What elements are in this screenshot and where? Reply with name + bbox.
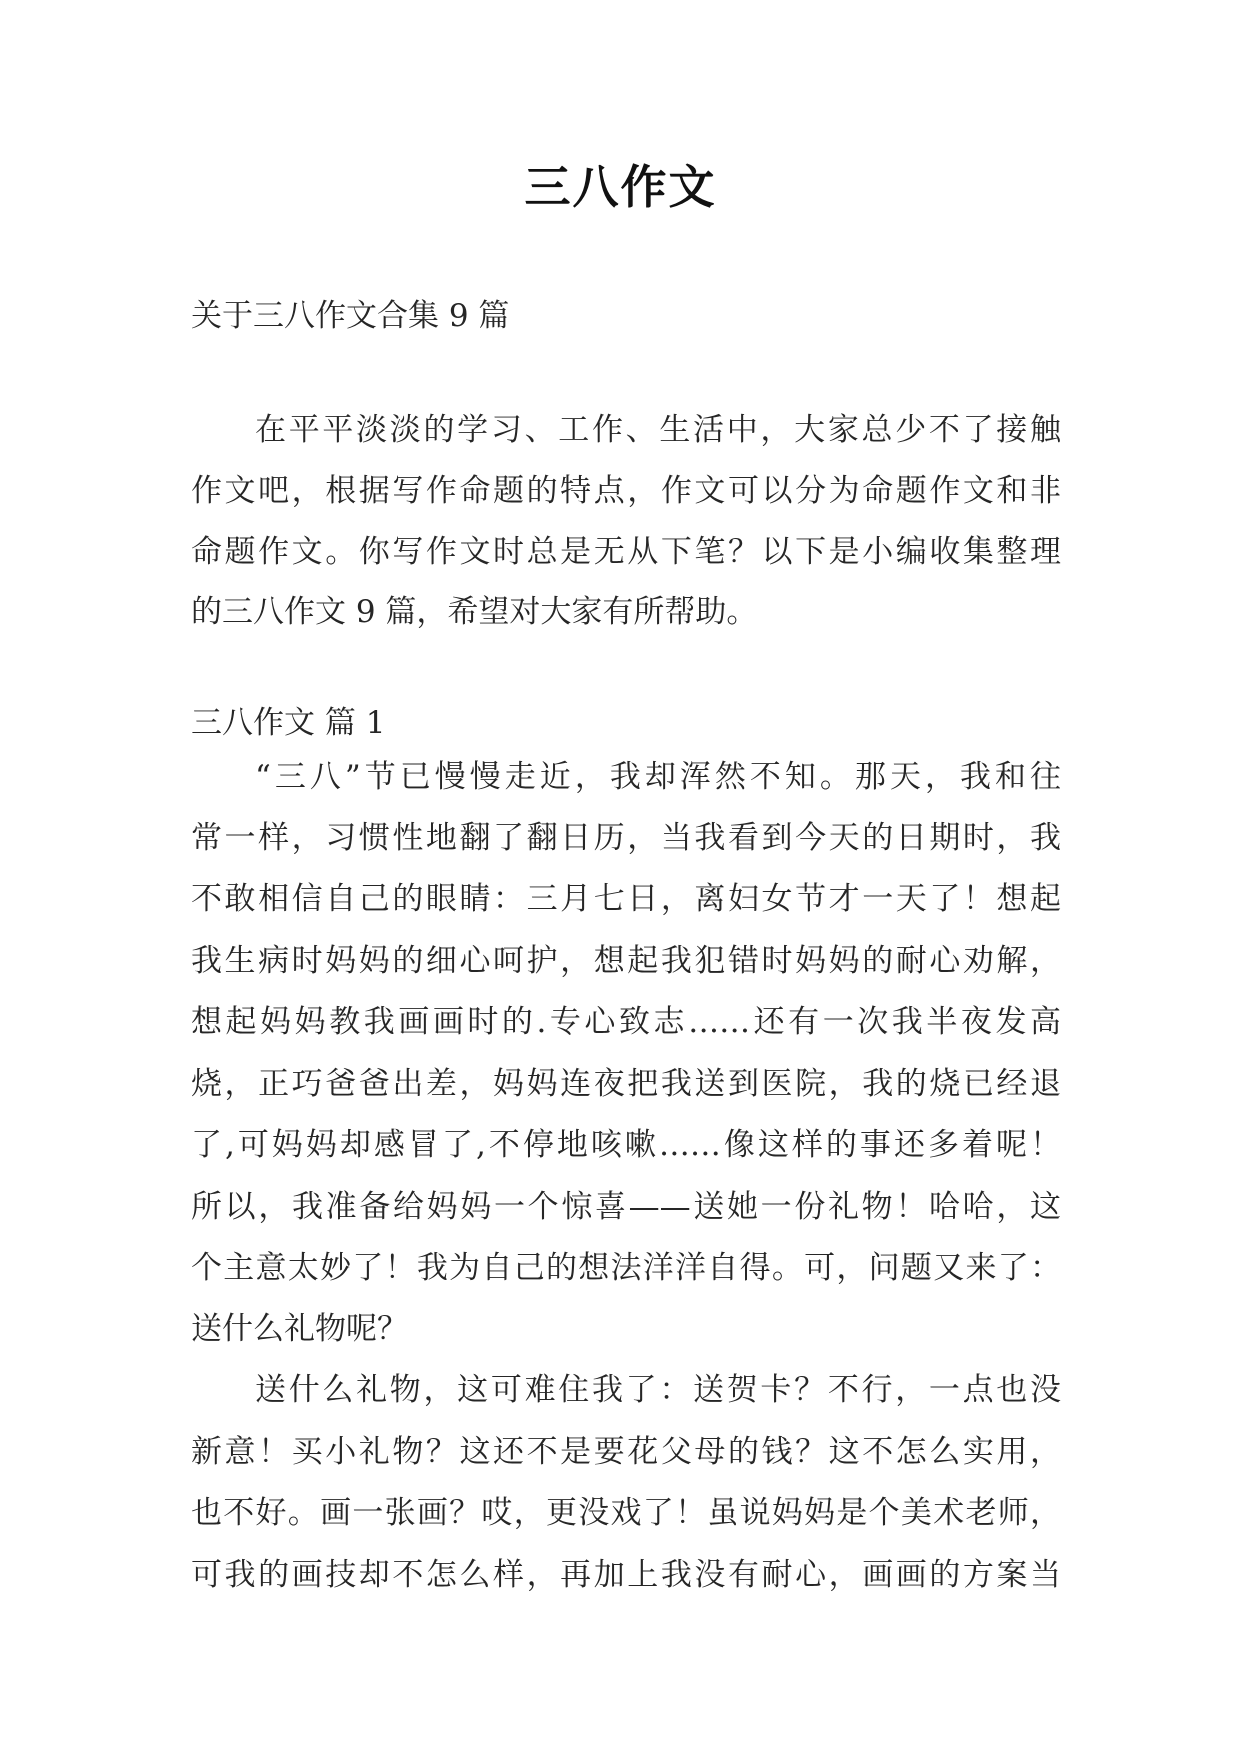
body-line: 新意！买小礼物？这还不是要花父母的钱？这不怎么实用， — [191, 1434, 1061, 1470]
document-title: 三八作文 — [524, 160, 717, 214]
section-heading: 三八作文 篇 1 — [191, 705, 386, 741]
body-line: 想起妈妈教我画画时的.专心致志……还有一次我半夜发高 — [191, 1004, 1061, 1040]
body-line: 不敢相信自己的眼睛：三月七日，离妇女节才一天了！想起 — [191, 881, 1061, 917]
body-line: 送什么礼物呢？ — [191, 1311, 408, 1347]
body-line: 烧，正巧爸爸出差，妈妈连夜把我送到医院，我的烧已经退 — [191, 1066, 1061, 1102]
document-subtitle: 关于三八作文合集 9 篇 — [191, 298, 510, 334]
intro-line: 作文吧，根据写作命题的特点，作文可以分为命题作文和非 — [191, 473, 1061, 509]
body-line: 可我的画技却不怎么样，再加上我没有耐心，画画的方案当 — [191, 1557, 1061, 1593]
body-line: 了,可妈妈却感冒了,不停地咳嗽……像这样的事还多着呢！ — [191, 1127, 1061, 1163]
body-line: 也不好。画一张画？哎，更没戏了！虽说妈妈是个美术老师， — [191, 1495, 1061, 1531]
body-line: 所以，我准备给妈妈一个惊喜——送她一份礼物！哈哈，这 — [191, 1189, 1061, 1225]
intro-line: 在平平淡淡的学习、工作、生活中，大家总少不了接触 — [255, 412, 1061, 448]
body-line: 送什么礼物，这可难住我了：送贺卡？不行，一点也没 — [255, 1372, 1061, 1408]
body-line: 个主意太妙了！我为自己的想法洋洋自得。可，问题又来了： — [191, 1250, 1061, 1286]
body-line: “三八”节已慢慢走近，我却浑然不知。那天，我和往 — [255, 759, 1061, 795]
intro-line: 的三八作文 9 篇，希望对大家有所帮助。 — [191, 594, 758, 630]
body-line: 我生病时妈妈的细心呵护，想起我犯错时妈妈的耐心劝解， — [191, 943, 1061, 979]
body-line: 常一样，习惯性地翻了翻日历，当我看到今天的日期时，我 — [191, 820, 1061, 856]
intro-line: 命题作文。你写作文时总是无从下笔？以下是小编收集整理 — [191, 534, 1061, 570]
